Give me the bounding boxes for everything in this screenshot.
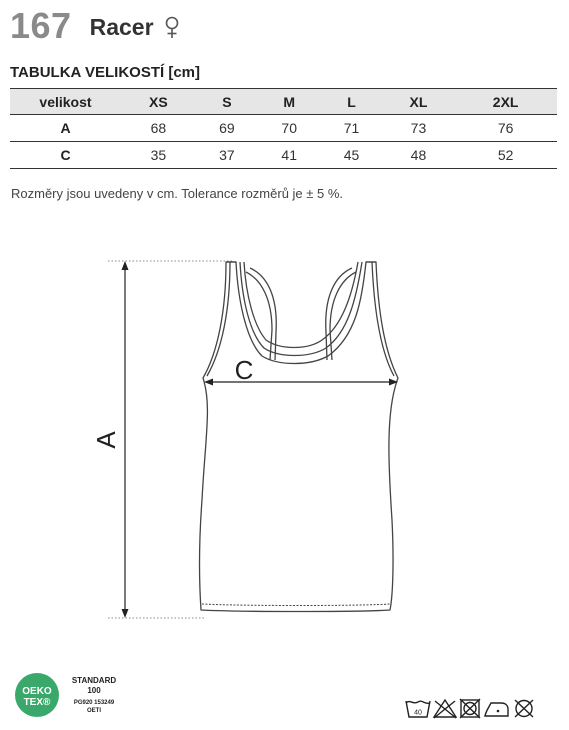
size-table-title: TABULKA VELIKOSTÍ [cm] <box>10 64 200 81</box>
table-cell: 35 <box>121 142 196 169</box>
oeko-certificate-number <box>66 699 122 715</box>
care-symbols <box>405 697 539 721</box>
oeko-logo-top: OEKO <box>22 686 52 697</box>
table-cell: 71 <box>320 115 382 142</box>
row-label: A <box>10 115 121 142</box>
column-header: velikost <box>10 89 121 115</box>
table-cell: 70 <box>258 115 320 142</box>
column-header: S <box>196 89 258 115</box>
oeko-logo-bottom: TEX® <box>23 697 51 708</box>
table-cell: 52 <box>454 142 557 169</box>
table-header-row <box>10 89 557 115</box>
table-cell: 41 <box>258 142 320 169</box>
tolerance-note: Rozměry jsou uvedeny v cm. Tolerance rozměrů je ± 5 %. <box>11 186 344 201</box>
table-row <box>10 115 557 142</box>
column-header: L <box>320 89 382 115</box>
dimension-a-arrow <box>122 261 129 618</box>
oeko-tex-logo <box>14 672 60 718</box>
size-table <box>10 88 557 169</box>
table-cell: 69 <box>196 115 258 142</box>
wash-temp-label: 40 <box>414 709 422 717</box>
standard-line-2: 100 <box>87 686 101 695</box>
dimension-c-arrow <box>204 379 398 386</box>
row-label: C <box>10 142 121 169</box>
no-bleach-icon <box>434 700 456 718</box>
iron-low-icon <box>485 703 508 716</box>
standard-line-1: STANDARD <box>71 676 117 685</box>
product-name: Racer <box>89 13 154 40</box>
table-cell: 68 <box>121 115 196 142</box>
no-dry-clean-icon <box>515 700 533 717</box>
garment-diagram <box>0 250 569 630</box>
cert-line-1: PG920 153249 <box>73 700 115 706</box>
column-header: XL <box>383 89 455 115</box>
no-tumble-dry-icon <box>460 699 480 718</box>
table-cell: 45 <box>320 142 382 169</box>
dimension-a-label: A <box>91 431 121 449</box>
table-cell: 73 <box>383 115 455 142</box>
table-cell: 37 <box>196 142 258 169</box>
product-code: 167 <box>10 5 72 46</box>
female-symbol-icon <box>164 16 180 40</box>
column-header: XS <box>121 89 196 115</box>
oeko-standard-label <box>66 676 122 696</box>
header <box>10 4 180 48</box>
table-cell: 48 <box>383 142 455 169</box>
tank-top-outline <box>200 262 398 612</box>
table-row <box>10 142 557 169</box>
cert-line-2: OETI <box>86 708 101 714</box>
column-header: M <box>258 89 320 115</box>
table-cell: 76 <box>454 115 557 142</box>
column-header: 2XL <box>454 89 557 115</box>
dimension-c-label: C <box>234 355 254 385</box>
